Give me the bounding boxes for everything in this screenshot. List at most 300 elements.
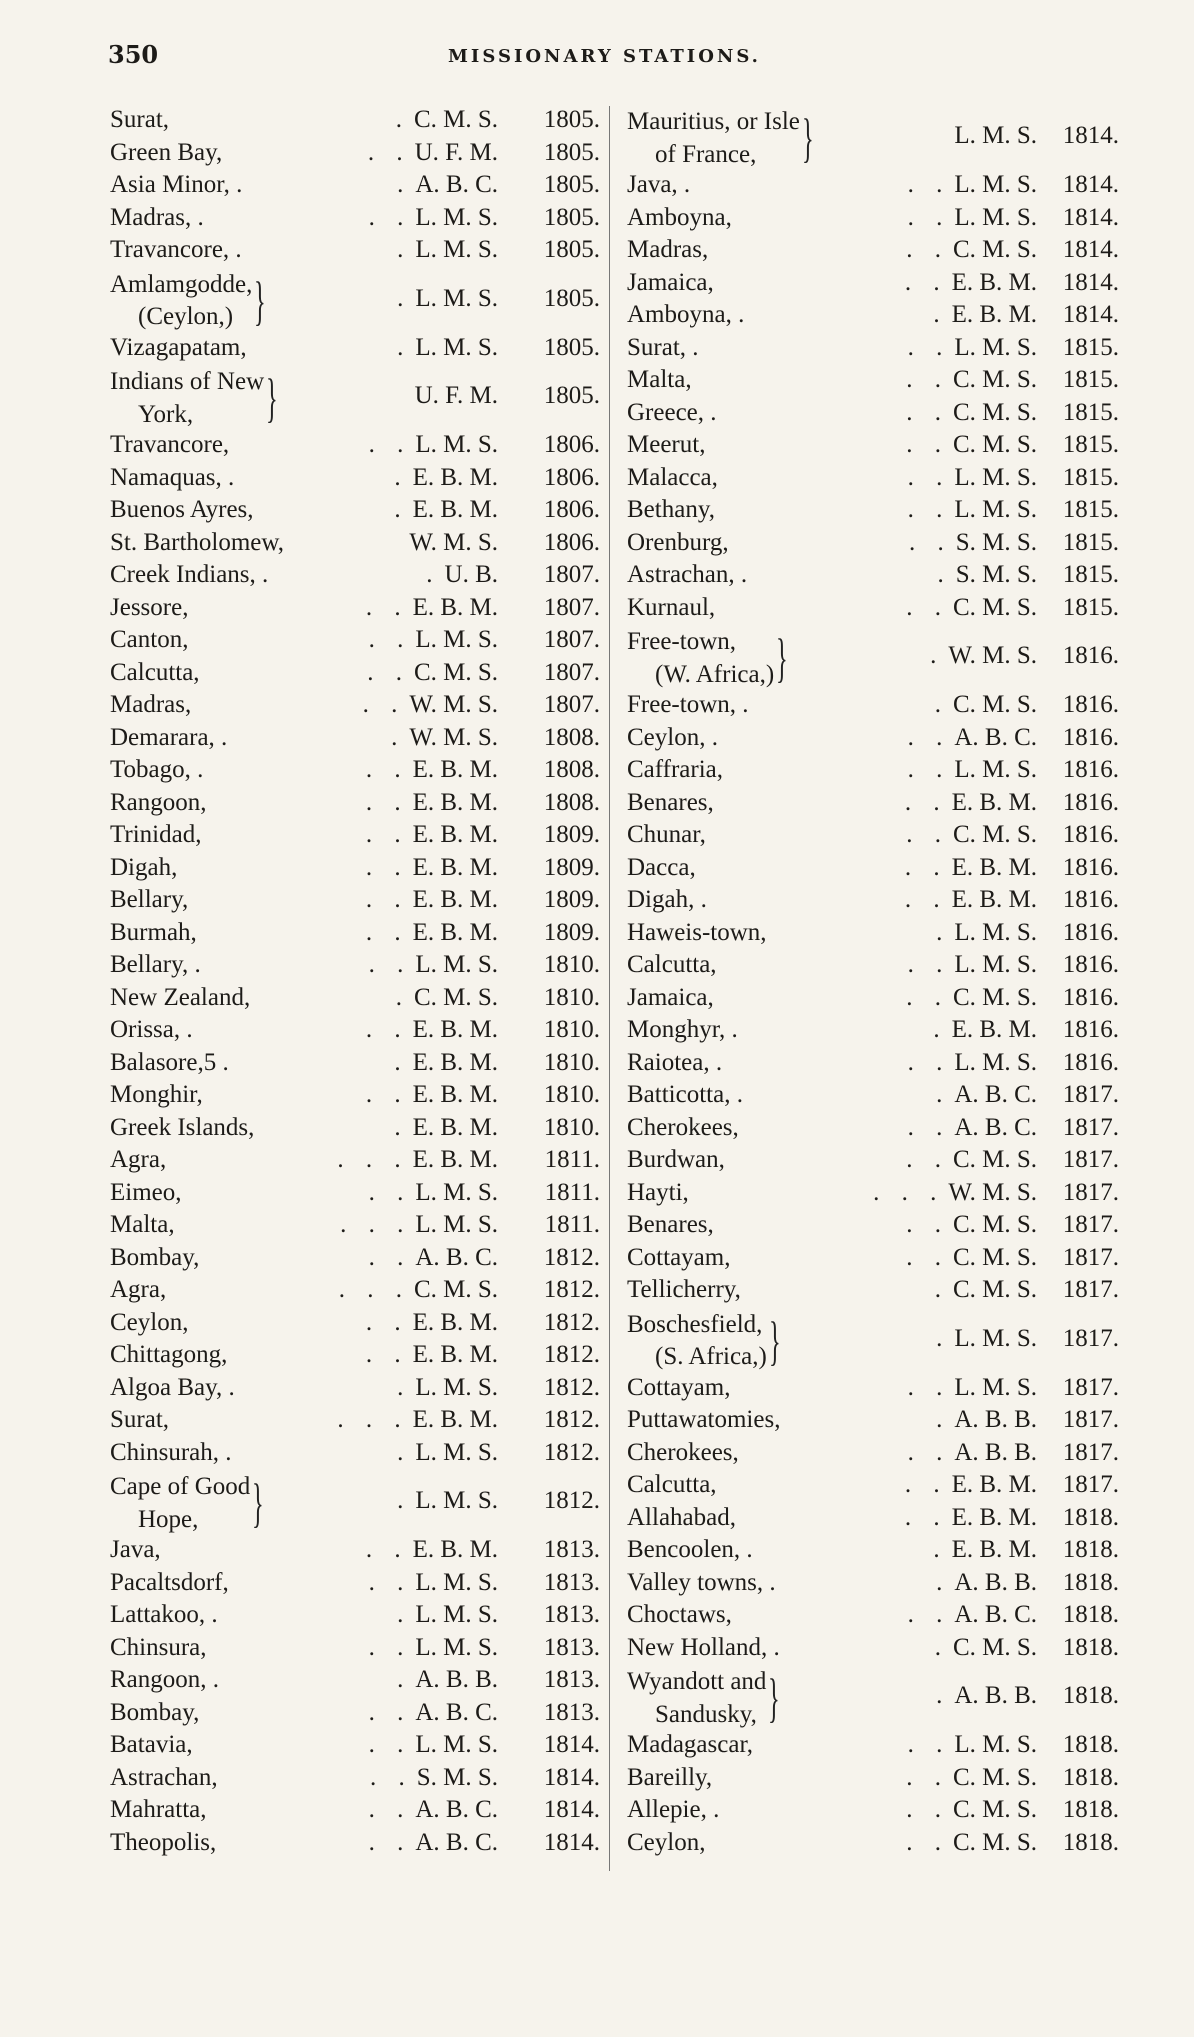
station-place-line: Haweis-town, bbox=[627, 918, 767, 946]
station-place-line: Puttawatomies, bbox=[627, 1406, 781, 1433]
station-entry bbox=[110, 464, 600, 497]
station-place-line: Bellary, bbox=[110, 886, 189, 913]
station-place-line: Cottayam, bbox=[627, 1243, 731, 1271]
dot-leaders: . . bbox=[368, 1568, 412, 1596]
society-abbr: E. B. M. bbox=[412, 1536, 498, 1563]
station-place bbox=[110, 1764, 218, 1792]
station-year: 1809. bbox=[543, 853, 600, 881]
station-place bbox=[110, 334, 247, 362]
dot-leaders: . . bbox=[368, 1178, 412, 1206]
society-abbr: C. M. S. bbox=[952, 821, 1037, 848]
station-place bbox=[627, 1211, 714, 1239]
station-place bbox=[110, 1439, 232, 1467]
station-place-line: Allepie, . bbox=[627, 1796, 720, 1823]
station-place bbox=[110, 171, 242, 199]
station-entry bbox=[110, 1796, 600, 1829]
station-year: 1810. bbox=[543, 1113, 600, 1141]
station-place bbox=[110, 139, 222, 167]
station-place bbox=[627, 1764, 712, 1792]
brace-mark: } bbox=[768, 1668, 781, 1728]
society-abbr: C. M. S. bbox=[413, 106, 498, 133]
station-year: 1814. bbox=[543, 1796, 600, 1823]
society-abbr: E. B. M. bbox=[412, 1146, 498, 1173]
station-entry bbox=[110, 431, 600, 464]
society-abbr: C. M. S. bbox=[952, 593, 1037, 621]
society-abbr: L. M. S. bbox=[415, 333, 498, 361]
station-place-line: Asia Minor, . bbox=[110, 171, 243, 198]
station-place-line: Surat, bbox=[110, 1406, 170, 1433]
station-place bbox=[110, 1374, 235, 1402]
station-place-line: Madras, bbox=[627, 236, 709, 263]
station-entry bbox=[110, 561, 600, 594]
society-abbr: C. M. S. bbox=[952, 1276, 1037, 1303]
station-year: 1818. bbox=[1062, 1503, 1119, 1531]
dot-leaders: . bbox=[397, 236, 412, 263]
station-place-line: Digah, . bbox=[627, 886, 707, 913]
station-entry bbox=[627, 431, 1119, 464]
dot-leaders: . . bbox=[904, 853, 948, 881]
dot-leaders: . . bbox=[907, 496, 951, 523]
dot-leaders: . . bbox=[906, 431, 949, 458]
dot-leaders: . bbox=[397, 1438, 412, 1466]
station-entry bbox=[627, 626, 1119, 691]
station-place bbox=[110, 1699, 199, 1727]
station-year: 1808. bbox=[543, 723, 600, 751]
station-place-line: Dacca, bbox=[627, 853, 696, 881]
station-entry bbox=[110, 984, 600, 1017]
station-year: 1805. bbox=[543, 284, 600, 312]
dot-leaders: . . bbox=[907, 951, 951, 978]
station-place-line: Cherokees, bbox=[627, 1438, 739, 1466]
station-year: 1809. bbox=[543, 821, 600, 848]
station-place-line: Namaquas, . bbox=[110, 463, 235, 491]
station-year: 1815. bbox=[1062, 398, 1119, 426]
station-place-line: Lattakoo, . bbox=[110, 1601, 218, 1628]
station-place bbox=[110, 1016, 193, 1044]
station-place bbox=[627, 919, 767, 947]
dot-leaders: . . . bbox=[337, 1406, 409, 1433]
station-place-line: Eimeo, bbox=[110, 1178, 182, 1206]
station-year: 1806. bbox=[543, 431, 600, 458]
dot-leaders: . bbox=[934, 1633, 949, 1661]
society-abbr: L. M. S. bbox=[954, 171, 1037, 198]
station-entry bbox=[627, 496, 1119, 529]
station-place bbox=[627, 1634, 780, 1662]
station-place-line: Caffraria, bbox=[627, 756, 724, 783]
station-entry bbox=[110, 1179, 600, 1212]
station-year: 1814. bbox=[543, 1731, 600, 1758]
station-place bbox=[627, 269, 714, 297]
station-place bbox=[110, 1276, 166, 1304]
station-year: 1806. bbox=[543, 463, 600, 491]
station-place bbox=[627, 1796, 719, 1824]
station-year: 1807. bbox=[543, 658, 600, 686]
dot-leaders: . . bbox=[907, 333, 951, 361]
society-abbr: W. M. S. bbox=[409, 691, 498, 718]
society-abbr: C. M. S. bbox=[952, 1243, 1037, 1271]
station-entry bbox=[110, 691, 600, 724]
station-entry bbox=[627, 1179, 1119, 1212]
dot-leaders: . . bbox=[904, 788, 948, 816]
dot-leaders: . bbox=[936, 1568, 951, 1596]
station-entry bbox=[110, 1731, 600, 1764]
station-entry bbox=[627, 464, 1119, 497]
station-place-line-2: (S. Africa,) bbox=[655, 1343, 767, 1370]
station-place-line: Balasore,5 . bbox=[110, 1048, 229, 1076]
society-abbr: L. M. S. bbox=[954, 1373, 1037, 1401]
station-year: 1816. bbox=[1062, 1048, 1119, 1076]
station-entry bbox=[110, 1211, 600, 1244]
station-year: 1814. bbox=[1062, 301, 1119, 328]
station-place-line: Burdwan, bbox=[627, 1146, 725, 1173]
station-year: 1817. bbox=[1062, 1081, 1119, 1108]
society-abbr: W. M. S. bbox=[409, 528, 498, 556]
station-year: 1812. bbox=[543, 1276, 600, 1303]
dot-leaders: . . bbox=[365, 788, 409, 816]
station-place-line-2: Sandusky, bbox=[655, 1700, 757, 1728]
dot-leaders: . . bbox=[367, 138, 411, 166]
station-place bbox=[627, 1504, 736, 1532]
station-place-line: Buenos Ayres, bbox=[110, 496, 254, 523]
column-divider bbox=[609, 106, 610, 1871]
station-year: 1814. bbox=[1062, 171, 1119, 198]
station-entry bbox=[627, 399, 1119, 432]
station-place bbox=[627, 1309, 767, 1374]
station-place bbox=[110, 1536, 161, 1564]
station-place bbox=[110, 1634, 207, 1662]
station-year: 1814. bbox=[1062, 203, 1119, 231]
society-abbr: E. B. M. bbox=[412, 788, 498, 816]
station-place bbox=[110, 626, 188, 654]
society-abbr: A. B. C. bbox=[954, 1081, 1037, 1108]
dot-leaders: . bbox=[937, 561, 952, 588]
station-place-line: Travancore, bbox=[110, 431, 230, 458]
society-abbr: C. M. S. bbox=[413, 983, 498, 1011]
station-entry bbox=[110, 919, 600, 952]
station-year: 1812. bbox=[543, 1438, 600, 1466]
society-abbr: A. B. B. bbox=[954, 1406, 1037, 1433]
station-year: 1813. bbox=[543, 1633, 600, 1661]
station-year: 1818. bbox=[1062, 1568, 1119, 1596]
dot-leaders: . . bbox=[365, 1016, 409, 1043]
station-entry bbox=[627, 1666, 1119, 1731]
society-abbr: A. B. C. bbox=[415, 1828, 498, 1856]
station-place bbox=[627, 1601, 732, 1629]
dot-leaders: . . bbox=[907, 463, 951, 491]
page-number: 350 bbox=[108, 40, 159, 69]
society-abbr: A. B. C. bbox=[415, 1698, 498, 1726]
dot-leaders: . bbox=[391, 723, 406, 751]
station-place-line: Bombay, bbox=[110, 1698, 200, 1726]
society-abbr: L. M. S. bbox=[415, 626, 498, 653]
dot-leaders: . . bbox=[365, 853, 409, 881]
station-year: 1814. bbox=[1062, 236, 1119, 263]
dot-leaders: . bbox=[397, 171, 412, 198]
station-entry bbox=[627, 236, 1119, 269]
station-year: 1805. bbox=[543, 382, 600, 409]
station-place-line: Vizagapatam, bbox=[110, 333, 247, 361]
station-year: 1807. bbox=[543, 593, 600, 621]
station-entry bbox=[110, 1276, 600, 1309]
dot-leaders: . . bbox=[906, 1211, 949, 1238]
station-place bbox=[627, 464, 718, 492]
dot-leaders: . . bbox=[365, 1341, 409, 1368]
station-place bbox=[627, 984, 714, 1012]
station-entry bbox=[110, 756, 600, 789]
station-entry bbox=[627, 854, 1119, 887]
society-abbr: E. B. M. bbox=[412, 1016, 498, 1043]
station-place-line-2: of France, bbox=[655, 140, 757, 168]
station-year: 1814. bbox=[1062, 268, 1119, 296]
dot-leaders: . . bbox=[906, 1146, 949, 1173]
station-year: 1816. bbox=[1062, 642, 1119, 669]
society-abbr: L. M. S. bbox=[954, 203, 1037, 231]
station-entry bbox=[110, 1439, 600, 1472]
society-abbr: L. M. S. bbox=[415, 1633, 498, 1661]
station-place bbox=[627, 1731, 753, 1759]
dot-leaders: . . bbox=[904, 268, 948, 296]
station-year: 1816. bbox=[1062, 983, 1119, 1011]
brace-mark: } bbox=[252, 1473, 264, 1533]
station-place-line: Madras, bbox=[110, 691, 192, 718]
dot-leaders: . . . bbox=[873, 1178, 945, 1206]
dot-leaders: . . bbox=[368, 626, 412, 653]
station-place bbox=[110, 561, 268, 589]
society-abbr: C. M. S. bbox=[952, 366, 1037, 393]
station-place bbox=[627, 399, 717, 427]
station-year: 1817. bbox=[1062, 1276, 1119, 1303]
dot-leaders: . . bbox=[908, 528, 952, 556]
station-place bbox=[110, 951, 201, 979]
station-place-line: Astrachan, bbox=[110, 1763, 218, 1791]
station-place-line: Java, bbox=[110, 1536, 161, 1563]
station-place bbox=[110, 1179, 182, 1207]
society-abbr: W. M. S. bbox=[948, 642, 1037, 669]
station-entry bbox=[627, 1731, 1119, 1764]
society-abbr: L. M. S. bbox=[415, 1438, 498, 1466]
station-place bbox=[627, 626, 774, 691]
brace-mark: } bbox=[254, 270, 267, 331]
station-place bbox=[110, 1081, 203, 1109]
station-place-line: Madras, . bbox=[110, 203, 204, 231]
station-year: 1809. bbox=[543, 918, 600, 946]
station-place-line: Boschesfield, bbox=[627, 1310, 763, 1338]
station-entry bbox=[627, 691, 1119, 724]
station-entry bbox=[627, 1081, 1119, 1114]
station-entry bbox=[627, 1211, 1119, 1244]
dot-leaders: . bbox=[933, 301, 948, 328]
society-abbr: E. B. M. bbox=[412, 593, 498, 621]
station-entry bbox=[110, 821, 600, 854]
station-year: 1805. bbox=[543, 106, 600, 133]
station-place-line: Bencoolen, . bbox=[627, 1536, 753, 1563]
society-abbr: L. M. S. bbox=[415, 236, 498, 263]
station-entry bbox=[627, 1309, 1119, 1374]
dot-leaders: . . bbox=[907, 1048, 951, 1076]
dot-leaders: . bbox=[930, 642, 945, 669]
station-place-line: Malta, bbox=[110, 1211, 175, 1238]
station-entry bbox=[110, 626, 600, 659]
station-entry bbox=[110, 1374, 600, 1407]
station-entry bbox=[627, 301, 1119, 334]
station-year: 1807. bbox=[543, 561, 600, 588]
station-place bbox=[110, 919, 197, 947]
station-place bbox=[110, 1146, 166, 1174]
station-entry bbox=[110, 171, 600, 204]
left-column bbox=[110, 106, 600, 1861]
station-year: 1816. bbox=[1062, 723, 1119, 751]
station-entry bbox=[110, 1829, 600, 1862]
station-place-line: Java, . bbox=[627, 171, 691, 198]
station-entry bbox=[110, 1699, 600, 1732]
dot-leaders: . . bbox=[906, 1828, 949, 1856]
station-entry bbox=[627, 1244, 1119, 1277]
station-place bbox=[110, 724, 227, 752]
dot-leaders: . . bbox=[906, 236, 949, 263]
society-abbr: E. B. M. bbox=[951, 886, 1037, 913]
station-place-line: Kurnaul, bbox=[627, 593, 716, 621]
station-place-line-2: Hope, bbox=[138, 1505, 199, 1533]
station-entry bbox=[627, 1536, 1119, 1569]
station-year: 1817. bbox=[1062, 1471, 1119, 1498]
station-place-line: Astrachan, . bbox=[627, 561, 748, 588]
station-place-line: Raiotea, . bbox=[627, 1048, 723, 1076]
dot-leaders: . . bbox=[368, 1731, 412, 1758]
station-place bbox=[627, 496, 715, 524]
station-entry bbox=[110, 1536, 600, 1569]
station-entry bbox=[627, 1829, 1119, 1862]
station-place bbox=[110, 269, 252, 334]
station-entry bbox=[627, 1276, 1119, 1309]
station-entry bbox=[627, 919, 1119, 952]
society-abbr: C. M. S. bbox=[952, 236, 1037, 263]
dot-leaders: . . bbox=[907, 1601, 951, 1628]
dot-leaders: . . bbox=[906, 1243, 949, 1271]
station-place-line: Pacaltsdorf, bbox=[110, 1568, 229, 1596]
society-abbr: S. M. S. bbox=[955, 528, 1037, 556]
station-entry bbox=[110, 529, 600, 562]
society-abbr: E. B. M. bbox=[412, 1341, 498, 1368]
station-place-line: Calcutta, bbox=[110, 658, 200, 686]
station-place-line: Chittagong, bbox=[110, 1341, 228, 1368]
station-place bbox=[627, 1536, 753, 1564]
station-year: 1816. bbox=[1062, 788, 1119, 816]
dot-leaders: . bbox=[395, 106, 410, 133]
dot-leaders: . bbox=[397, 1601, 412, 1628]
station-entry bbox=[110, 334, 600, 367]
station-year: 1815. bbox=[1062, 431, 1119, 458]
dot-leaders: . . bbox=[365, 886, 409, 913]
station-place-line: Travancore, . bbox=[110, 236, 242, 263]
station-place-line: Free-town, . bbox=[627, 691, 749, 718]
station-place bbox=[627, 854, 696, 882]
station-year: 1815. bbox=[1062, 463, 1119, 491]
station-place-line: Amlamgodde, bbox=[110, 270, 253, 298]
station-entry bbox=[627, 1114, 1119, 1147]
station-year: 1810. bbox=[543, 1048, 600, 1076]
station-year: 1818. bbox=[1062, 1536, 1119, 1563]
station-year: 1805. bbox=[543, 333, 600, 361]
station-place-line: Mauritius, or Isle bbox=[627, 108, 800, 135]
station-place-line: St. Bartholomew, bbox=[110, 528, 285, 556]
station-entry bbox=[627, 1764, 1119, 1797]
station-place bbox=[110, 529, 284, 557]
dot-leaders: . . bbox=[365, 1081, 409, 1108]
station-place bbox=[627, 366, 692, 394]
station-entry bbox=[627, 756, 1119, 789]
station-year: 1818. bbox=[1062, 1633, 1119, 1661]
dot-leaders: . . bbox=[368, 1243, 412, 1271]
station-place-line: Rangoon, . bbox=[110, 1666, 220, 1693]
dot-leaders: . . bbox=[907, 723, 951, 751]
station-entry bbox=[110, 886, 600, 919]
station-place bbox=[110, 1569, 229, 1597]
society-abbr: E. B. M. bbox=[412, 496, 498, 523]
station-entry bbox=[110, 269, 600, 334]
station-year: 1808. bbox=[543, 788, 600, 816]
station-year: 1817. bbox=[1062, 1211, 1119, 1238]
dot-leaders: . bbox=[936, 1081, 951, 1108]
station-year: 1817. bbox=[1062, 1406, 1119, 1433]
station-place-line: Tobago, . bbox=[110, 756, 204, 783]
society-abbr: A. B. C. bbox=[954, 1601, 1037, 1628]
station-place bbox=[627, 301, 744, 329]
station-year: 1810. bbox=[543, 1081, 600, 1108]
station-place-line-2: York, bbox=[138, 400, 194, 428]
station-year: 1815. bbox=[1062, 496, 1119, 523]
station-place-line: Greek Islands, bbox=[110, 1113, 255, 1141]
dot-leaders: . . bbox=[904, 1471, 948, 1498]
dot-leaders: . . bbox=[906, 983, 949, 1011]
station-entry bbox=[110, 1016, 600, 1049]
dot-leaders: . . bbox=[907, 1731, 951, 1758]
society-abbr: S. M. S. bbox=[955, 561, 1037, 588]
station-entry bbox=[110, 951, 600, 984]
station-year: 1818. bbox=[1062, 1731, 1119, 1758]
society-abbr: W. M. S. bbox=[409, 723, 498, 751]
dot-leaders: . bbox=[936, 918, 951, 946]
dot-leaders: . . bbox=[904, 886, 948, 913]
society-abbr: E. B. M. bbox=[951, 301, 1037, 328]
station-year: 1811. bbox=[544, 1178, 600, 1206]
dot-leaders: . . bbox=[365, 756, 409, 783]
society-abbr: L. M. S. bbox=[954, 333, 1037, 361]
station-entry bbox=[110, 1081, 600, 1114]
station-place-line: Hayti, bbox=[627, 1178, 689, 1206]
station-entry bbox=[627, 984, 1119, 1017]
dot-leaders: . bbox=[394, 1113, 409, 1141]
station-year: 1812. bbox=[543, 1308, 600, 1336]
station-entry bbox=[627, 1471, 1119, 1504]
dot-leaders: . . bbox=[368, 1633, 412, 1661]
station-entry bbox=[627, 1439, 1119, 1472]
society-abbr: E. B. M. bbox=[951, 788, 1037, 816]
dot-leaders: . bbox=[934, 691, 949, 718]
station-place bbox=[110, 1114, 254, 1142]
station-year: 1815. bbox=[1062, 561, 1119, 588]
society-abbr: E. B. M. bbox=[412, 918, 498, 946]
dot-leaders: . bbox=[394, 463, 409, 491]
station-place bbox=[110, 1796, 206, 1824]
station-place bbox=[627, 1244, 730, 1272]
station-place-line: Orissa, . bbox=[110, 1016, 193, 1043]
station-year: 1815. bbox=[1062, 366, 1119, 393]
station-place-line: Cherokees, bbox=[627, 1113, 739, 1141]
station-place bbox=[627, 106, 800, 171]
dot-leaders: . bbox=[394, 1048, 409, 1076]
station-place bbox=[627, 1471, 717, 1499]
station-place-line: Bombay, bbox=[110, 1243, 200, 1271]
